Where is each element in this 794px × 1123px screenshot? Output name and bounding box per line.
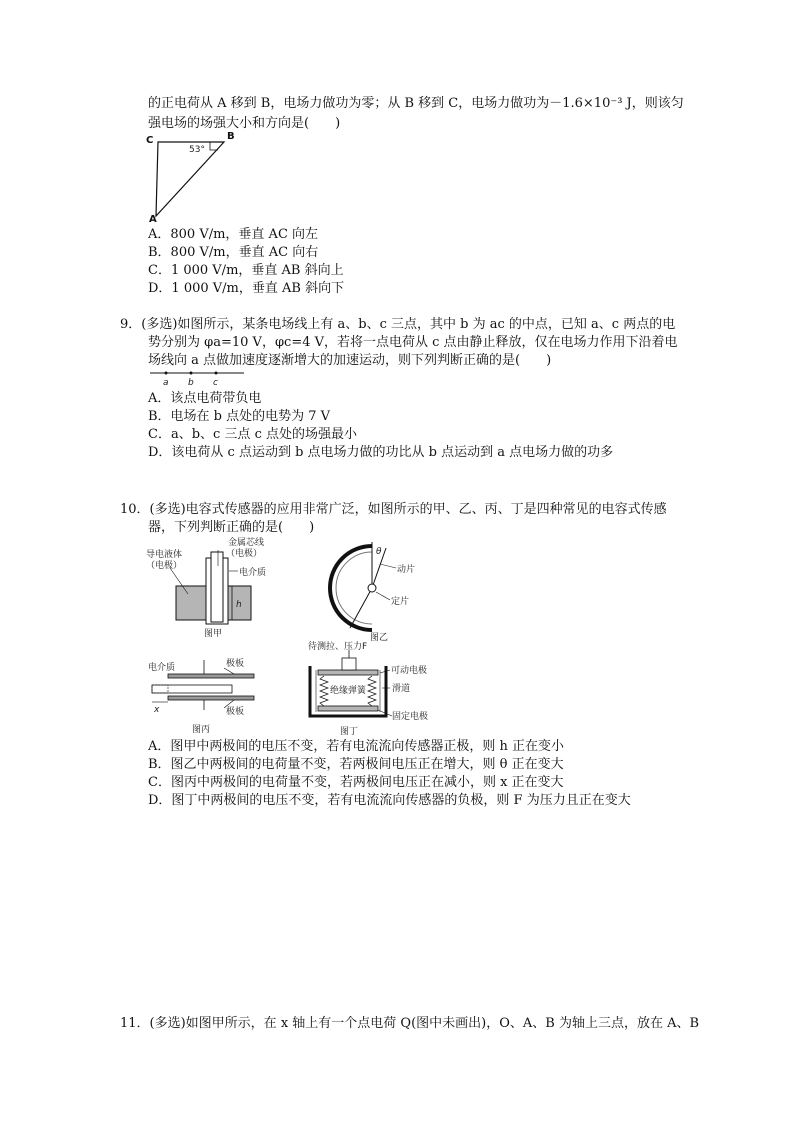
q10-stem-line1: 10．(多选)电容式传感器的应用非常广泛，如图所示的甲、乙、丙、丁是四种常见的电容式传感 <box>120 502 667 517</box>
q10-ding-caption: 图丁 <box>340 727 359 737</box>
q10-figure-yi <box>330 540 440 644</box>
q10-jia-core-label1: 金属芯线 <box>228 538 265 548</box>
q10-bing-plate-top-label: 极板 <box>226 659 245 669</box>
q10-jia-core-label2: （电极） <box>226 549 263 559</box>
q9-option-a[interactable]: A．该点电荷带负电 <box>148 391 262 406</box>
q10-jia-caption: 图甲 <box>204 629 223 639</box>
q8-option-d[interactable]: D．1 000 V/m，垂直 AB 斜向下 <box>148 281 345 296</box>
q9-label-b: b <box>188 378 194 388</box>
q10-ding-force-label: 待测拉、压力F <box>308 642 368 652</box>
q10-jia-liquid-label1: 导电液体 <box>146 550 183 560</box>
q8-triangle-figure <box>144 128 244 224</box>
q10-yi-moving-label: 动片 <box>397 565 416 575</box>
q9-stem-line2: 势分别为 φa=10 V，φc=4 V，若将一点电荷从 c 点由静止释放，仅在电场力作用下沿着电 <box>148 335 678 350</box>
q10-figure-ding <box>306 640 446 740</box>
q9-label-c: c <box>213 378 218 388</box>
q8-option-a[interactable]: A．800 V/m，垂直 AC 向左 <box>148 227 319 242</box>
q9-option-c[interactable]: C．a、b、c 三点 c 点处的场强最小 <box>148 427 357 442</box>
q10-yi-fixed-label: 定片 <box>391 597 410 607</box>
q10-bing-x-label: x <box>154 705 160 715</box>
q10-ding-movable-label: 可动电极 <box>391 666 428 676</box>
q8-stem-line2: 强电场的场强大小和方向是( ) <box>148 116 341 131</box>
q8-stem-line1: 的正电荷从 A 移到 B，电场力做功为零；从 B 移到 C，电场力做功为－1.6×10⁻³ J，则该匀 <box>148 96 684 111</box>
q10-option-b[interactable]: B．图乙中两极间的电荷量不变，若两极间电压正在增大，则 θ 正在变大 <box>148 757 564 772</box>
q8-option-c[interactable]: C．1 000 V/m，垂直 AB 斜向上 <box>148 263 344 278</box>
q10-option-a[interactable]: A．图甲中两极间的电压不变，若有电流流向传感器正极，则 h 正在变小 <box>148 739 565 754</box>
q9-label-a: a <box>163 378 169 388</box>
q10-jia-dielectric-label: 电介质 <box>239 568 267 578</box>
q10-ding-fixed-label: 固定电极 <box>392 712 429 722</box>
q10-stem-line2: 器，下列判断正确的是( ) <box>148 520 315 535</box>
q9-stem-line1: 9．(多选)如图所示，某条电场线上有 a、b、c 三点，其中 b 为 ac 的中点，已知 a、c 两点的电 <box>120 317 676 332</box>
q8-label-b: B <box>227 131 235 142</box>
q10-jia-liquid-label2: （电极） <box>146 561 183 571</box>
q8-label-a: A <box>149 214 157 225</box>
q9-field-line-figure <box>148 368 248 388</box>
q10-ding-spring-label: 绝缘弹簧 <box>330 686 367 696</box>
q10-option-c[interactable]: C．图丙中两极间的电荷量不变，若两极间电压正在减小，则 x 正在变大 <box>148 775 564 790</box>
q10-option-d[interactable]: D．图丁中两极间的电压不变，若有电流流向传感器的负极，则 F 为压力且正在变大 <box>148 793 631 808</box>
q10-bing-plate-bottom-label: 极板 <box>226 707 245 717</box>
q8-option-b[interactable]: B．800 V/m，垂直 AC 向右 <box>148 245 319 260</box>
q10-yi-theta-label: θ <box>376 547 382 557</box>
q10-bing-caption: 图丙 <box>192 725 211 735</box>
q10-bing-dielectric-label: 电介质 <box>148 663 176 673</box>
q9-option-d[interactable]: D．该电荷从 c 点运动到 b 点电场力做的功比从 b 点运动到 a 点电场力做的功多 <box>148 445 614 460</box>
q8-label-c: C <box>146 135 154 146</box>
q9-stem-line3: 场线向 a 点做加速度逐渐增大的加速运动，则下列判断正确的是( ) <box>148 353 552 368</box>
q10-yi-caption: 图乙 <box>370 633 389 643</box>
q10-figure-jia <box>146 536 266 642</box>
q11-stem-line1: 11．(多选)如图甲所示，在 x 轴上有一个点电荷 Q(图中未画出)，O、A、B 为轴上三点，放在 A、B <box>120 1016 700 1031</box>
q9-option-b[interactable]: B．电场在 b 点处的电势为 7 V <box>148 409 331 424</box>
q10-jia-h-label: h <box>236 600 242 610</box>
q8-angle-label: 53° <box>189 145 205 155</box>
q10-ding-track-label: 滑道 <box>392 684 411 694</box>
q10-figure-bing <box>146 656 266 738</box>
